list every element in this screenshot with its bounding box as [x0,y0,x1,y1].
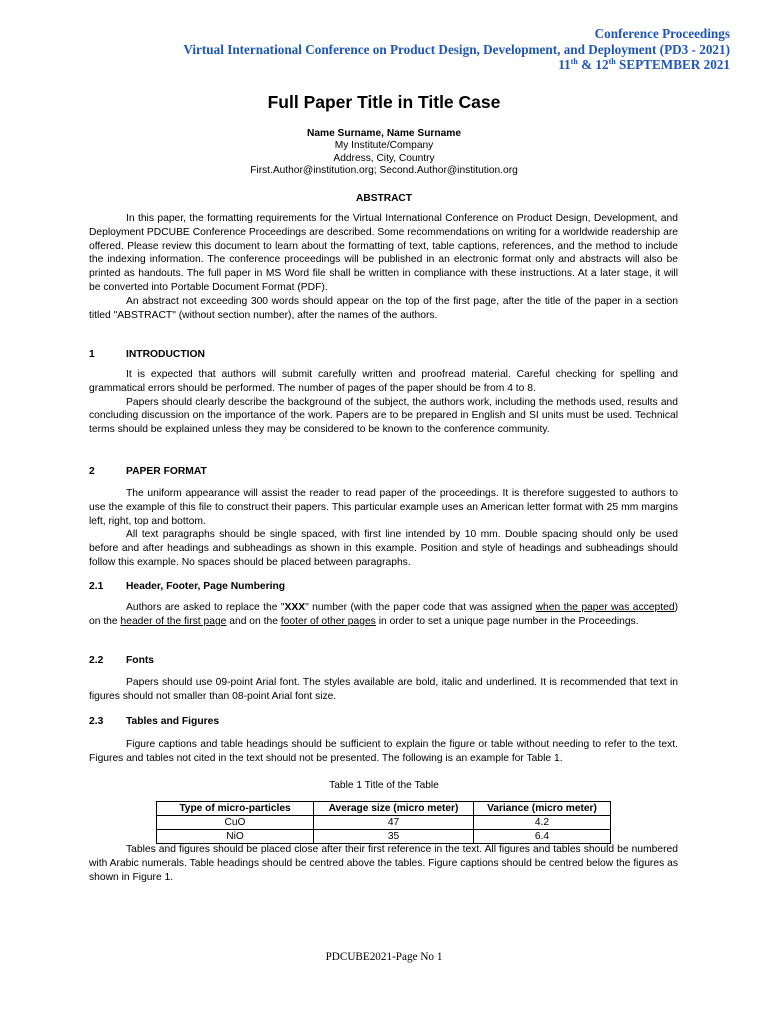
column-header: Type of micro-particles [157,802,314,816]
table-cell: 6.4 [474,830,611,844]
section-2-1-heading [89,581,285,592]
author-names: Name Surname, Name Surname [306,128,461,139]
section-2-1-body [89,601,678,629]
text-run: ) on the [89,602,678,627]
day-1-suffix: th [570,57,578,67]
column-header: Average size (micro meter) [314,802,474,816]
table-caption: Table 1 Title of the Table [329,780,439,791]
section-title: Header, Footer, Page Numbering [126,581,286,592]
section-2-paragraph-2: All text paragraphs should be single spaced, with first line intended by 10 mm. Double spacing should only be used before and after headings and subheadings as shown in this example. Position and style of headings and subheadings should follow this example. No spaces should be placed between paragraphs. [89,529,678,568]
section-number: 2 [89,466,95,477]
section-2-body [89,487,678,570]
section-1-body [89,368,678,437]
day-2: 12 [595,57,609,73]
section-number: 2.3 [89,716,104,727]
table-cell: CuO [157,816,314,830]
ampersand: & [577,57,596,73]
text-run: " number (with the paper code that was assigned [305,602,536,613]
section-2-3-paragraph-2: Tables and figures should be placed close after their first reference in the text. All figures and tables should be numbered with Arabic numerals. Table headings should be centred above the tables. Figure captions should be centred below the figures as shown in Figure 1. [89,844,678,883]
paper-title: Full Paper Title in Title Case [267,92,501,112]
author-emails: First.Author@institution.org; Second.Author@institution.org [250,165,518,177]
section-1-paragraph-2: Papers should clearly describe the background of the subject, the authors work, including the methods used, results and concluding discussion on the importance of the work. Papers are to be prepared in English and SI units must be used. Technical terms should be explained unless they may be considered to be known to the conference community. [89,396,678,436]
author-block [0,128,768,178]
table-cell: 47 [314,816,474,830]
underlined-phrase: header of the first page [120,615,227,627]
abstract-body [89,212,678,322]
section-2-3-paragraph-1: Figure captions and table headings should be sufficient to explain the figure or table without needing to refer to the text. Figures and tables not cited in the text should not be presented. The following is an example for Table 1. [89,739,678,764]
abstract-heading: ABSTRACT [355,193,413,204]
day-2-suffix: th [608,57,616,67]
table-cell: 35 [314,830,474,844]
table-row [157,830,611,844]
day-1: 11 [558,57,571,73]
text-run: Authors are asked to replace the " [126,602,285,613]
section-2-2-paragraph: Papers should use 09-point Arial font. The styles available are bold, italic and underlined. It is recommended that text in figures should not smaller than 08-point Arial font size. [89,677,678,702]
header-line-2: Virtual International Conference on Product Design, Development, and Deployment (PD3 - 2021) [183,41,730,57]
data-table [156,801,611,844]
section-2-2-body [89,676,678,704]
table-cell: 4.2 [474,816,611,830]
page-footer: PDCUBE2021-Page No 1 [325,951,443,963]
text-run: in order to set a unique page number in the Proceedings. [375,615,639,627]
section-2-heading [89,466,207,477]
section-2-paragraph-1: The uniform appearance will assist the reader to read paper of the proceedings. It is therefore suggested to authors to use the example of this file to construct their papers. This particular example uses an American letter format with 25 mm margins left, right, top and bottom. [89,488,678,527]
conference-header [183,26,730,73]
section-2-1-paragraph [89,601,678,629]
underlined-phrase: footer of other pages [280,615,376,627]
column-header: Variance (micro meter) [474,802,611,816]
underlined-phrase: when the paper was accepted [535,602,675,613]
section-title: INTRODUCTION [126,349,205,360]
section-2-3-body-continued [89,843,678,884]
section-title: Fonts [126,655,155,666]
abstract-paragraph-2: An abstract not exceeding 300 words should appear on the top of the first page, after the title of the paper in a section titled "ABSTRACT" (without section number), after the names of the authors. [89,295,678,321]
table-cell: NiO [157,830,314,844]
section-title: PAPER FORMAT [126,466,207,477]
section-2-3-heading [89,716,219,727]
section-title: Tables and Figures [126,716,220,727]
author-address: Address, City, Country [333,152,435,164]
abstract-paragraph-1: In this paper, the formatting requirements for the Virtual International Conference on Product Design, Development, and Deployment PDCUBE Conference Proceedings are described. Some recommendations on writing for a worldwide readership are offered. Please review this document to learn about the formatting of text, table captions, references, and the method to include the indexing information. The conference proceedings will be published in an electronic format only and abstracts will also be printed as handouts. The full paper in MS Word file shall be written in compliance with these instructions. At a later stage, it will be converted into Portable Document Format (PDF). [89,213,678,293]
paper-code-placeholder: XXX [284,602,306,613]
author-institute: My Institute/Company [334,140,434,152]
section-2-3-body [89,738,678,766]
section-2-2-heading [89,655,154,666]
month-year: SEPTEMBER 2021 [615,57,730,73]
header-dates [183,57,730,73]
section-number: 1 [89,349,95,360]
table-header-row [157,802,611,816]
table-row [157,816,611,830]
section-1-paragraph-1: It is expected that authors will submit carefully written and proofread material. Careful checking for spelling and grammatical errors should be performed. The number of pages of the paper should be from 4 to 8. [89,369,678,394]
section-number: 2.2 [89,655,104,666]
section-number: 2.1 [89,581,104,592]
text-run: and on the [226,615,281,627]
header-line-1: Conference Proceedings [594,26,730,41]
section-1-heading [89,349,205,360]
